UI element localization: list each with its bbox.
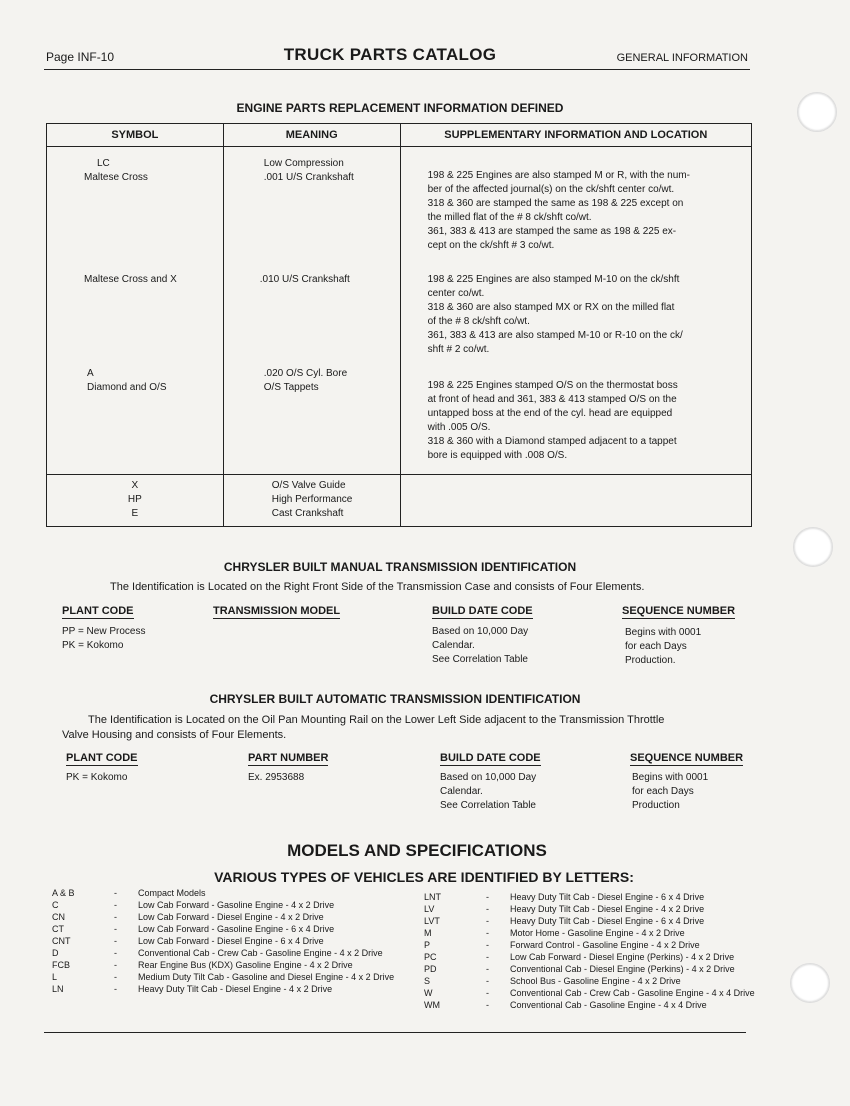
vehicle-code: LN: [52, 984, 64, 994]
manual-sequence-number-header: SEQUENCE NUMBER: [622, 605, 736, 617]
build-date-line: Calendar.: [440, 786, 483, 797]
vehicle-code: LNT: [424, 892, 442, 902]
auto-trans-intro-line1: The Identification is Located on the Oil Pan Mounting Rail on the Lower Left Side adjacent to the Transmission Throttle: [88, 714, 665, 726]
list-item: [52, 959, 394, 971]
separator-dash: -: [114, 912, 117, 922]
engine-table-title: ENGINE PARTS REPLACEMENT INFORMATION DEFINED: [236, 101, 564, 115]
part-number-example: Ex. 2953688: [248, 772, 305, 783]
meaning-text: Cast Crankshaft: [271, 508, 344, 519]
separator-dash: -: [486, 1000, 489, 1010]
separator-dash: -: [486, 964, 489, 974]
vehicle-code: FCB: [52, 960, 70, 970]
separator-dash: -: [486, 988, 489, 998]
list-item: [424, 915, 755, 927]
info-text: with .005 O/S.: [427, 421, 491, 433]
separator-dash: -: [486, 952, 489, 962]
separator-dash: -: [114, 948, 117, 958]
separator-dash: -: [486, 940, 489, 950]
vehicle-description: Motor Home - Gasoline Engine - 4 x 2 Drive: [510, 928, 685, 938]
meaning-cell: [223, 365, 400, 475]
list-item: [424, 891, 755, 903]
list-item: [52, 899, 394, 911]
vehicle-code: L: [52, 972, 58, 982]
table-row: [47, 147, 752, 269]
symbol-text: LC: [97, 158, 110, 169]
vehicle-description: Low Cab Forward - Diesel Engine - 4 x 2 Drive: [138, 912, 324, 922]
list-item: [424, 939, 755, 951]
symbol-text: HP: [127, 494, 142, 505]
footer-rule: [44, 1032, 746, 1033]
info-text: 361, 383 & 413 are stamped the same as 198 & 225 ex-: [427, 226, 677, 237]
vehicle-codes-right: [424, 891, 755, 1011]
manual-plant-code-header: PLANT CODE: [62, 605, 134, 617]
symbol-text: Maltese Cross and X: [84, 273, 177, 285]
list-item: [424, 987, 755, 999]
table-row: [47, 269, 752, 365]
build-date-line: Based on 10,000 Day: [440, 772, 537, 783]
info-cell: [400, 475, 751, 527]
list-item: [424, 999, 755, 1011]
vehicle-description: Low Cab Forward - Diesel Engine (Perkins) - 4 x 2 Drive: [510, 952, 735, 962]
binder-hole-bottom: [790, 963, 830, 1003]
vehicle-description: Heavy Duty Tilt Cab - Diesel Engine - 6 x 4 Drive: [510, 916, 705, 926]
sequence-line: for each Days: [632, 786, 694, 797]
meaning-text: O/S Valve Guide: [271, 480, 346, 491]
info-cell: [400, 147, 751, 269]
auto-sequence-text: [632, 771, 708, 813]
section-title: GENERAL INFORMATION: [616, 52, 748, 64]
symbol-text: X: [131, 480, 139, 491]
vehicle-code: A & B: [52, 888, 75, 898]
info-text: 318 & 360 with a Diamond stamped adjacent to a tappet: [427, 435, 677, 447]
manual-trans-intro: The Identification is Located on the Right Front Side of the Transmission Case and consists of Four Elements.: [110, 581, 645, 593]
list-item: [424, 951, 755, 963]
auto-part-number-text: [248, 771, 304, 785]
sequence-line: Production: [632, 800, 680, 811]
symbol-cell: [47, 147, 224, 269]
separator-dash: -: [486, 904, 489, 914]
build-date-line: See Correlation Table: [432, 654, 528, 665]
models-title: MODELS AND SPECIFICATIONS: [287, 841, 547, 860]
list-item: [424, 903, 755, 915]
sequence-line: Begins with 0001: [632, 772, 709, 783]
plant-code-item: PK = Kokomo: [66, 772, 128, 783]
vehicle-code: S: [424, 976, 431, 986]
list-item: [424, 927, 755, 939]
info-text: 318 & 360 are stamped the same as 198 & 225 except on: [427, 198, 684, 209]
manual-trans-title: CHRYSLER BUILT MANUAL TRANSMISSION IDENTIFICATION: [223, 560, 577, 574]
meaning-text: O/S Tappets: [263, 381, 319, 393]
meaning-cell: [223, 475, 400, 527]
list-item: [52, 923, 394, 935]
vehicle-code: PC: [424, 952, 437, 962]
meaning-text: .020 O/S Cyl. Bore: [263, 367, 348, 379]
engine-table-header-row: [47, 124, 752, 147]
separator-dash: -: [486, 976, 489, 986]
build-date-line: Calendar.: [432, 640, 475, 651]
sequence-line: Production.: [625, 655, 676, 666]
plant-code-item: PK = Kokomo: [62, 640, 124, 651]
vehicle-description: Rear Engine Bus (KDX) Gasoline Engine - 4 x 2 Drive: [138, 960, 353, 970]
auto-sequence-number-header: SEQUENCE NUMBER: [630, 752, 744, 764]
info-text: untapped boss at the end of the cyl. head are equipped: [427, 407, 673, 419]
page-number: Page INF-10: [46, 50, 115, 64]
manual-transmission-model-header: TRANSMISSION MODEL: [213, 605, 341, 617]
header-meaning: MEANING: [223, 124, 400, 147]
table-row: [47, 475, 752, 527]
build-date-line: Based on 10,000 Day: [432, 626, 529, 637]
meaning-text: .001 U/S Crankshaft: [263, 172, 354, 183]
auto-plant-code-list: [66, 771, 127, 785]
vehicle-code: CT: [52, 924, 64, 934]
list-item: [424, 963, 755, 975]
vehicle-code: WM: [424, 1000, 440, 1010]
list-item: [52, 887, 394, 899]
vehicle-code: P: [424, 940, 431, 950]
meaning-text: Low Compression: [263, 158, 344, 169]
meaning-cell: [223, 147, 400, 269]
info-cell: [400, 365, 751, 475]
info-text: at front of head and 361, 383 & 413 stamped O/S on the: [427, 393, 677, 405]
vehicle-code: PD: [424, 964, 437, 974]
vehicle-description: Conventional Cab - Crew Cab - Gasoline Engine - 4 x 4 Drive: [510, 988, 755, 998]
list-item: [424, 975, 755, 987]
page-title: TRUCK PARTS CATALOG: [283, 45, 497, 64]
table-row: [47, 365, 752, 475]
info-text: 361, 383 & 413 are also stamped M-10 or R-10 on the ck/: [427, 329, 683, 341]
header-symbol: SYMBOL: [47, 124, 224, 147]
symbol-text: Diamond and O/S: [87, 381, 167, 393]
header-supplementary: SUPPLEMENTARY INFORMATION AND LOCATION: [400, 124, 751, 147]
sequence-line: for each Days: [625, 641, 687, 652]
info-text: 198 & 225 Engines are also stamped M or R, with the num-: [427, 170, 690, 181]
symbol-text: Maltese Cross: [84, 172, 148, 183]
meaning-text: High Performance: [271, 494, 353, 505]
info-text: cept on the ck/shft # 3 co/wt.: [427, 240, 555, 251]
info-text: center co/wt.: [427, 287, 485, 299]
info-text: the milled flat of the # 8 ck/shft co/wt.: [427, 212, 592, 223]
list-item: [52, 911, 394, 923]
separator-dash: -: [114, 924, 117, 934]
separator-dash: -: [486, 892, 489, 902]
list-item: [52, 947, 394, 959]
separator-dash: -: [114, 984, 117, 994]
manual-build-date-text: [432, 625, 528, 667]
header-rule: [44, 69, 750, 70]
auto-plant-code-header: PLANT CODE: [66, 752, 138, 764]
manual-build-date-header: BUILD DATE CODE: [432, 605, 533, 617]
vehicle-description: Heavy Duty Tilt Cab - Diesel Engine - 4 x 2 Drive: [510, 904, 705, 914]
symbol-text: E: [131, 508, 139, 519]
auto-part-number-header: PART NUMBER: [248, 752, 329, 764]
vehicle-code: C: [52, 900, 59, 910]
symbol-cell: [47, 365, 224, 475]
vehicle-description: Conventional Cab - Diesel Engine (Perkins) - 4 x 2 Drive: [510, 964, 735, 974]
vehicle-description: Compact Models: [138, 888, 206, 898]
auto-trans-intro-line2: Valve Housing and consists of Four Elements.: [62, 729, 287, 741]
separator-dash: -: [114, 960, 117, 970]
vehicle-codes-left: [52, 887, 394, 995]
models-subtitle: VARIOUS TYPES OF VEHICLES ARE IDENTIFIED BY LETTERS:: [214, 869, 634, 885]
manual-plant-code-list: [62, 625, 145, 653]
vehicle-description: Low Cab Forward - Diesel Engine - 6 x 4 Drive: [138, 936, 324, 946]
info-text: 198 & 225 Engines are also stamped M-10 on the ck/shft: [427, 273, 680, 285]
meaning-text: .010 U/S Crankshaft: [259, 273, 350, 285]
auto-trans-title: CHRYSLER BUILT AUTOMATIC TRANSMISSION IDENTIFICATION: [209, 692, 581, 706]
auto-build-date-text: [440, 771, 536, 813]
vehicle-description: Medium Duty Tilt Cab - Gasoline and Diesel Engine - 4 x 2 Drive: [138, 972, 395, 982]
separator-dash: -: [486, 916, 489, 926]
info-cell: [400, 269, 751, 365]
vehicle-code: W: [424, 988, 433, 998]
vehicle-code: D: [52, 948, 59, 958]
vehicle-code: CNT: [52, 936, 71, 946]
info-text: ber of the affected journal(s) on the ck/shft center co/wt.: [427, 184, 675, 195]
separator-dash: -: [486, 928, 489, 938]
info-text: 198 & 225 Engines stamped O/S on the thermostat boss: [427, 379, 678, 391]
vehicle-code: CN: [52, 912, 65, 922]
list-item: [52, 935, 394, 947]
separator-dash: -: [114, 972, 117, 982]
auto-build-date-header: BUILD DATE CODE: [440, 752, 541, 764]
vehicle-description: Low Cab Forward - Gasoline Engine - 6 x 4 Drive: [138, 924, 335, 934]
symbol-cell: [47, 475, 224, 527]
vehicle-description: School Bus - Gasoline Engine - 4 x 2 Drive: [510, 976, 681, 986]
separator-dash: -: [114, 900, 117, 910]
info-text: of the # 8 ck/shft co/wt.: [427, 315, 530, 327]
vehicle-description: Forward Control - Gasoline Engine - 4 x 2 Drive: [510, 940, 700, 950]
binder-hole-top: [797, 92, 837, 132]
sequence-line: Begins with 0001: [625, 627, 702, 638]
vehicle-code: M: [424, 928, 432, 938]
vehicle-code: LVT: [424, 916, 440, 926]
plant-code-item: PP = New Process: [62, 626, 146, 637]
separator-dash: -: [114, 888, 117, 898]
vehicle-description: Conventional Cab - Gasoline Engine - 4 x 4 Drive: [510, 1000, 707, 1010]
symbol-cell: [47, 269, 224, 365]
info-text: shft # 2 co/wt.: [427, 343, 490, 355]
vehicle-code: LV: [424, 904, 435, 914]
vehicle-description: Heavy Duty Tilt Cab - Diesel Engine - 4 x 2 Drive: [138, 984, 333, 994]
manual-sequence-text: [625, 626, 701, 668]
info-text: 318 & 360 are also stamped MX or RX on the milled flat: [427, 301, 675, 313]
vehicle-description: Conventional Cab - Crew Cab - Gasoline Engine - 4 x 2 Drive: [138, 948, 383, 958]
symbol-text: A: [87, 367, 94, 379]
meaning-cell: [223, 269, 400, 365]
info-text: bore is equipped with .008 O/S.: [427, 449, 568, 461]
vehicle-description: Heavy Duty Tilt Cab - Diesel Engine - 6 x 4 Drive: [510, 892, 705, 902]
engine-parts-table: [46, 123, 752, 527]
build-date-line: See Correlation Table: [440, 800, 536, 811]
separator-dash: -: [114, 936, 117, 946]
vehicle-description: Low Cab Forward - Gasoline Engine - 4 x 2 Drive: [138, 900, 335, 910]
list-item: [52, 983, 394, 995]
list-item: [52, 971, 394, 983]
